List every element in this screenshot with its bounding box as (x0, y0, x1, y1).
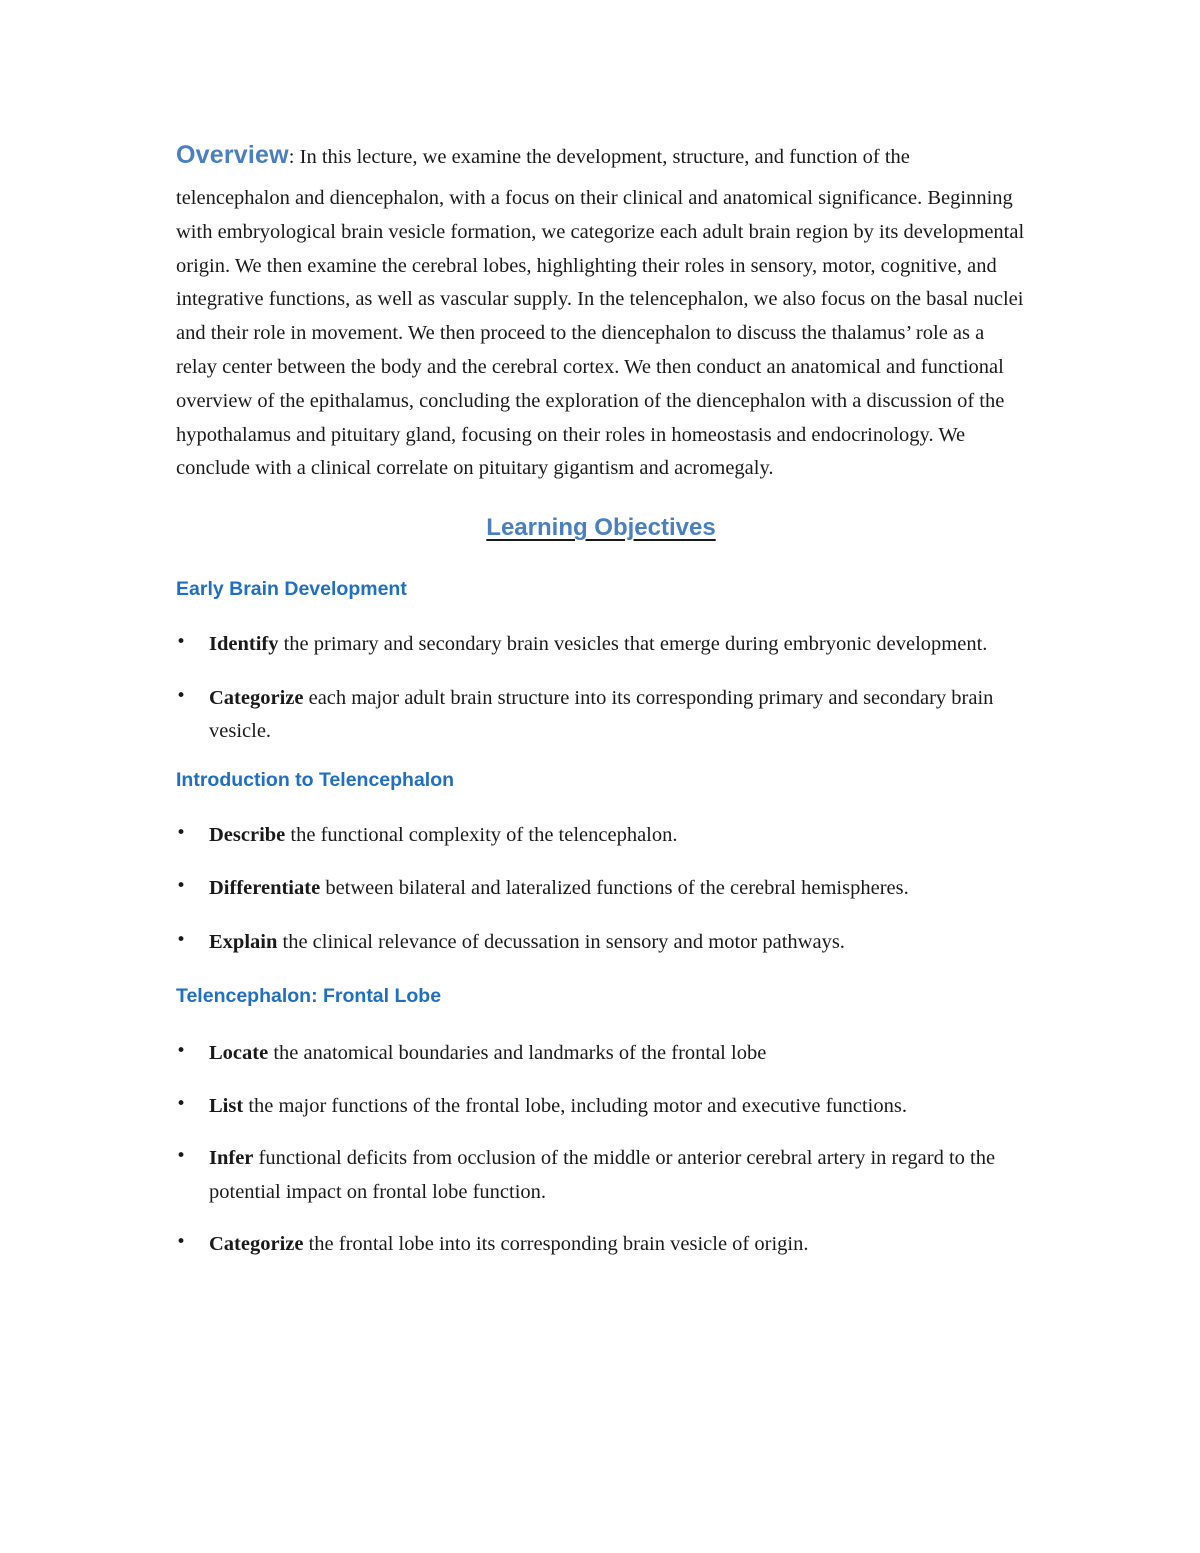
list-item (176, 926, 1026, 960)
learning-objectives-title: Learning Objectives (486, 514, 716, 542)
objective-verb: Describe (209, 823, 286, 846)
bullet-icon: • (176, 876, 187, 897)
list-item (176, 1037, 1026, 1071)
list-item (176, 628, 1026, 662)
overview-first-line-text: In this lecture, we examine the development, structure, and function of the (294, 146, 910, 168)
objective-text: functional deficits from occlusion of the middle or anterior cerebral artery in regard to the potential impact on frontal lobe function. (209, 1147, 996, 1203)
objectives-list-introduction-to-telencephalon (176, 819, 1026, 960)
objective-verb: Differentiate (209, 877, 321, 900)
objectives-list-frontal-lobe (176, 1037, 1026, 1262)
list-item (176, 872, 1026, 906)
section-heading-early-brain-development: Early Brain Development (176, 578, 407, 601)
objective-text: the functional complexity of the telencephalon. (285, 823, 678, 846)
overview-colon: : (288, 146, 295, 168)
bullet-icon: • (176, 1232, 187, 1253)
bullet-icon: • (176, 1146, 187, 1167)
objective-verb: Categorize (209, 686, 304, 709)
bullet-icon: • (176, 929, 187, 950)
list-item (176, 1228, 1026, 1262)
list-item (176, 1090, 1026, 1124)
bullet-icon: • (176, 1041, 187, 1062)
overview-label: Overview (176, 141, 289, 169)
objective-text: the major functions of the frontal lobe, including motor and executive functions. (243, 1094, 907, 1117)
objective-verb: List (209, 1094, 244, 1117)
objectives-list-early-brain-development (176, 628, 1026, 749)
list-item (176, 1142, 1026, 1209)
objective-text: each major adult brain structure into its corresponding primary and secondary brain vesicle. (209, 686, 994, 743)
list-item (176, 682, 1026, 749)
objective-text: between bilateral and lateralized functions of the cerebral hemispheres. (320, 877, 909, 900)
section-heading-introduction-to-telencephalon: Introduction to Telencephalon (176, 768, 455, 791)
objective-text: the anatomical boundaries and landmarks of the frontal lobe (268, 1042, 767, 1065)
bullet-icon: • (176, 632, 187, 653)
objective-verb: Identify (209, 633, 279, 656)
page-content (176, 138, 1026, 1262)
section-heading-frontal-lobe: Telencephalon: Frontal Lobe (176, 985, 442, 1008)
bullet-icon: • (176, 822, 187, 843)
bullet-icon: • (176, 1093, 187, 1114)
overview-first-line (176, 138, 1026, 174)
objective-verb: Explain (209, 930, 278, 953)
list-item (176, 819, 1026, 853)
overview-paragraph: telencephalon and diencephalon, with a focus on their clinical and anatomical significance. Beginning with embryological brain vesicle formation, we categorize each adult brain region by its developmental origin. We then examine the cerebral lobes, highlighting their roles in sensory, motor, cognitive, and integrative functions, as well as vascular supply. In the telencephalon, we also focus on the basal nuclei and their role in movement. We then proceed to the diencephalon to discuss the thalamus’ role as a relay center between the body and the cerebral cortex. We then conduct an anatomical and functional overview of the epithalamus, concluding the exploration of the diencephalon with a discussion of the hypothalamus and pituitary gland, focusing on their roles in homeostasis and endocrinology. We conclude with a clinical correlate on pituitary gigantism and acromegaly. (176, 187, 1025, 480)
objective-verb: Locate (209, 1042, 269, 1065)
objective-text: the primary and secondary brain vesicles that emerge during embryonic development. (278, 633, 988, 656)
objective-verb: Infer (209, 1147, 254, 1170)
objective-verb: Categorize (209, 1233, 304, 1256)
objective-text: the frontal lobe into its corresponding brain vesicle of origin. (303, 1233, 809, 1256)
bullet-icon: • (176, 685, 187, 706)
objective-text: the clinical relevance of decussation in sensory and motor pathways. (277, 930, 845, 953)
